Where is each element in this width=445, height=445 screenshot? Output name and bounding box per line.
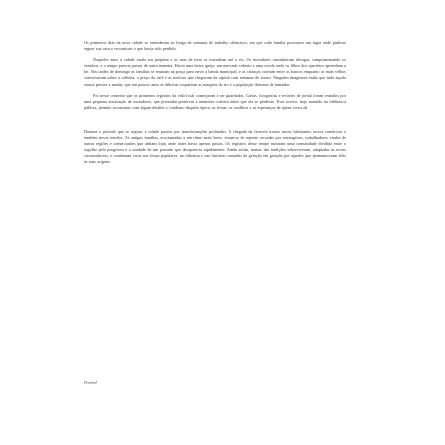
- paragraph: Os primeiros dias da nova cidade se estenderam ao longo de semanas de trabalho silencioso, em que cada família procurava um lugar onde pudesse erguer sua casa e reconstruir o que havia sido perdido.: [84, 40, 346, 52]
- body-text-column: [84, 40, 346, 166]
- paragraph: Foi nesse contexto que os primeiros registros da vida local começaram a ser guardados. Cartas, fotografias e recortes de jornal foram reunidos por uma pequena associação de moradores, que pretendia preservar a memória coletiva antes que ela se perdesse. Esse acervo, hoje mantido na biblioteca pública, permite reconstruir com algum detalhe o cotidiano daquela época, as festas, os conflitos e as esperanças de quem viveu ali.: [84, 92, 346, 110]
- paragraph: Naqueles anos a cidade ainda era pequena e as ruas de terra se estendiam até o rio. Os moradores caminhavam devagar, cumprimentando os vizinhos, e o tempo parecia passar de outra maneira. Havia uma única igreja, um mercado coberto e uma escola onde os filhos dos operários aprendiam a ler. Nas tardes de domingo as famílias se reuniam na praça para ouvir a banda municipal, e as crianças corriam entre os bancos enquanto os mais velhos conversavam sobre a colheita, o preço do café e as notícias que chegavam da capital com semanas de atraso. Ninguém imaginava então que tudo aquilo estava prestes a mudar, que em poucos anos as fábricas ocupariam as margens do rio e a população dobraria de tamanho.: [84, 57, 346, 87]
- section-spacer: [84, 111, 346, 129]
- sign-off-text: Porém!: [84, 380, 98, 385]
- paragraph: Durante o período que se seguiu, a cidade passou por transformações profundas. A chegada da ferrovia trouxe novos habitantes, novos comércios e também novas tensões. As antigas famílias, acostumadas a um ritmo mais lento, viram-se de repente cercadas por estrangeiros, trabalhadores vindos de outras regiões e comerciantes que abriam lojas onde antes havia apenas pastos. Os registros desse tempo mostram uma comunidade dividida entre o orgulho pelo progresso e a saudade de um passado que desaparecia rapidamente. Ainda assim, muitas das tradições sobreviveram, adaptadas às novas circunstâncias, e continuam vivas nas festas populares, na culinária e nas histórias contadas de geração em geração por aqueles que permaneceram fiéis às suas origens.: [84, 128, 346, 165]
